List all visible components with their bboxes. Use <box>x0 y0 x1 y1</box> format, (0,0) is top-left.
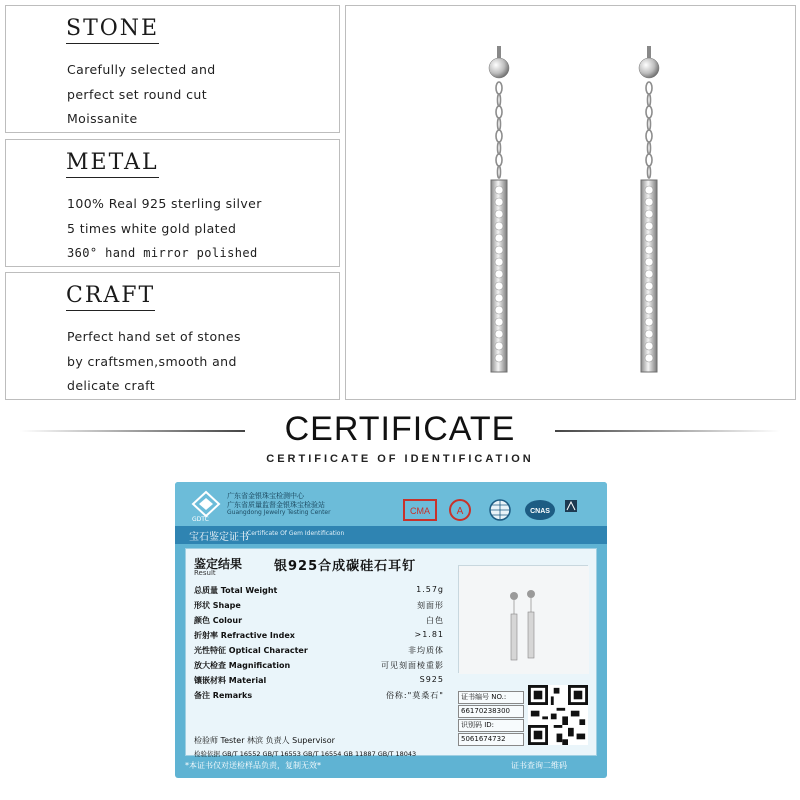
cert-row <box>194 585 444 598</box>
feature-title: STONE <box>66 16 159 44</box>
result-label-en: Result <box>194 569 216 577</box>
cert-row <box>194 645 444 658</box>
ilac-seal-icon <box>563 498 597 522</box>
cert-number-value: 66170238300 <box>458 705 524 718</box>
gdtc-logo-text: GDTC <box>192 516 209 523</box>
cert-row-value: 俗称:"莫桑石" <box>385 691 444 700</box>
qr-code-icon[interactable] <box>528 685 588 745</box>
certificate-body <box>185 548 597 756</box>
feature-line: by craftsmen,smooth and <box>67 353 237 369</box>
cert-row-label: 颜色 Colour <box>194 616 243 625</box>
cert-row-value: 刻面形 <box>417 601 444 610</box>
globe-seal-icon <box>483 498 517 522</box>
feature-line: 360° hand mirror polished <box>67 246 258 260</box>
cert-row-label: 镶嵌材料 Material <box>194 676 267 685</box>
card-footer-note: *本证书仅对送检样品负责，复制无效* <box>185 761 321 770</box>
svg-text:A: A <box>456 506 464 517</box>
feature-box-stone <box>5 5 340 133</box>
cert-row-value: >1.81 <box>414 630 444 639</box>
cert-row <box>194 600 444 613</box>
cert-row-value: 可见刻面棱重影 <box>381 661 444 670</box>
result-value: 银925合成碳硅石耳钉 <box>274 559 417 574</box>
sample-photo-earrings <box>459 566 589 674</box>
earrings-illustration <box>346 6 797 401</box>
certificate-title: CERTIFICATE <box>284 410 516 448</box>
feature-description <box>67 192 262 266</box>
standards-line: 检验依据 GB/T 16552 GB/T 16553 GB/T 16554 GB 11887 GB/T 18043 <box>194 750 417 758</box>
cnas-seal-icon <box>523 498 557 522</box>
card-title-cn: 宝石鉴定证书 <box>189 532 249 543</box>
cert-row <box>194 630 444 643</box>
org-name-en: Guangdong Jewelry Testing Center <box>227 509 331 516</box>
cma-seal-icon <box>403 498 437 522</box>
certificate-card <box>175 482 607 778</box>
feature-line: Moissanite <box>67 111 138 126</box>
org-name-cn: 广东省金银珠宝检测中心 <box>227 492 304 500</box>
cert-number-label: 证书编号 NO.: <box>458 691 524 704</box>
svg-text:CNAS: CNAS <box>530 508 550 515</box>
feature-box-metal <box>5 139 340 267</box>
feature-title: CRAFT <box>66 283 155 311</box>
org-name-cn-2: 广东省质量监督金银珠宝检验站 <box>227 501 325 509</box>
cert-row <box>194 660 444 673</box>
feature-line: 100% Real 925 sterling silver <box>67 196 262 211</box>
card-footer-qr-note: 证书查询二维码 <box>511 761 567 770</box>
earring-left <box>489 46 509 372</box>
product-image <box>345 5 796 400</box>
cert-row-label: 折射率 Refractive Index <box>194 631 295 640</box>
id-code-value: 5061674732 <box>458 733 524 746</box>
cert-row <box>194 615 444 628</box>
cert-row-label: 备注 Remarks <box>194 691 253 700</box>
result-label: 鉴定结果 <box>194 557 243 571</box>
tester-line: 检验师 Tester 林滨 负责人 Supervisor <box>194 736 335 745</box>
feature-line: Perfect hand set of stones <box>67 329 241 344</box>
cert-row-value: S925 <box>419 675 444 684</box>
cert-row-value: 1.57g <box>416 585 444 594</box>
feature-title: METAL <box>66 150 159 178</box>
id-code-label: 识别码 ID: <box>458 719 524 732</box>
feature-box-craft <box>5 272 340 400</box>
cert-row-value: 白色 <box>426 616 444 625</box>
cert-row-label: 放大检查 Magnification <box>194 661 291 670</box>
cert-row-label: 形状 Shape <box>194 601 241 610</box>
feature-description <box>67 58 216 132</box>
cal-seal-icon <box>443 498 477 522</box>
earring-right <box>639 46 659 372</box>
feature-line: delicate craft <box>67 378 156 393</box>
cert-row-value: 非均质体 <box>408 646 444 655</box>
cert-row-label: 总质量 Total Weight <box>194 586 278 595</box>
cert-row-label: 光性特征 Optical Character <box>194 646 308 655</box>
svg-text:CMA: CMA <box>410 506 430 516</box>
sample-photo <box>458 565 588 673</box>
certificate-subtitle: CERTIFICATE OF IDENTIFICATION <box>266 453 534 465</box>
feature-line: Carefully selected and <box>67 62 216 77</box>
card-title-en: Certificate Of Gem Identification <box>247 530 345 537</box>
cert-row <box>194 675 444 688</box>
feature-line: perfect set round cut <box>67 86 208 102</box>
feature-line: 5 times white gold plated <box>67 220 237 236</box>
feature-description <box>67 325 241 399</box>
cert-row <box>194 690 444 703</box>
